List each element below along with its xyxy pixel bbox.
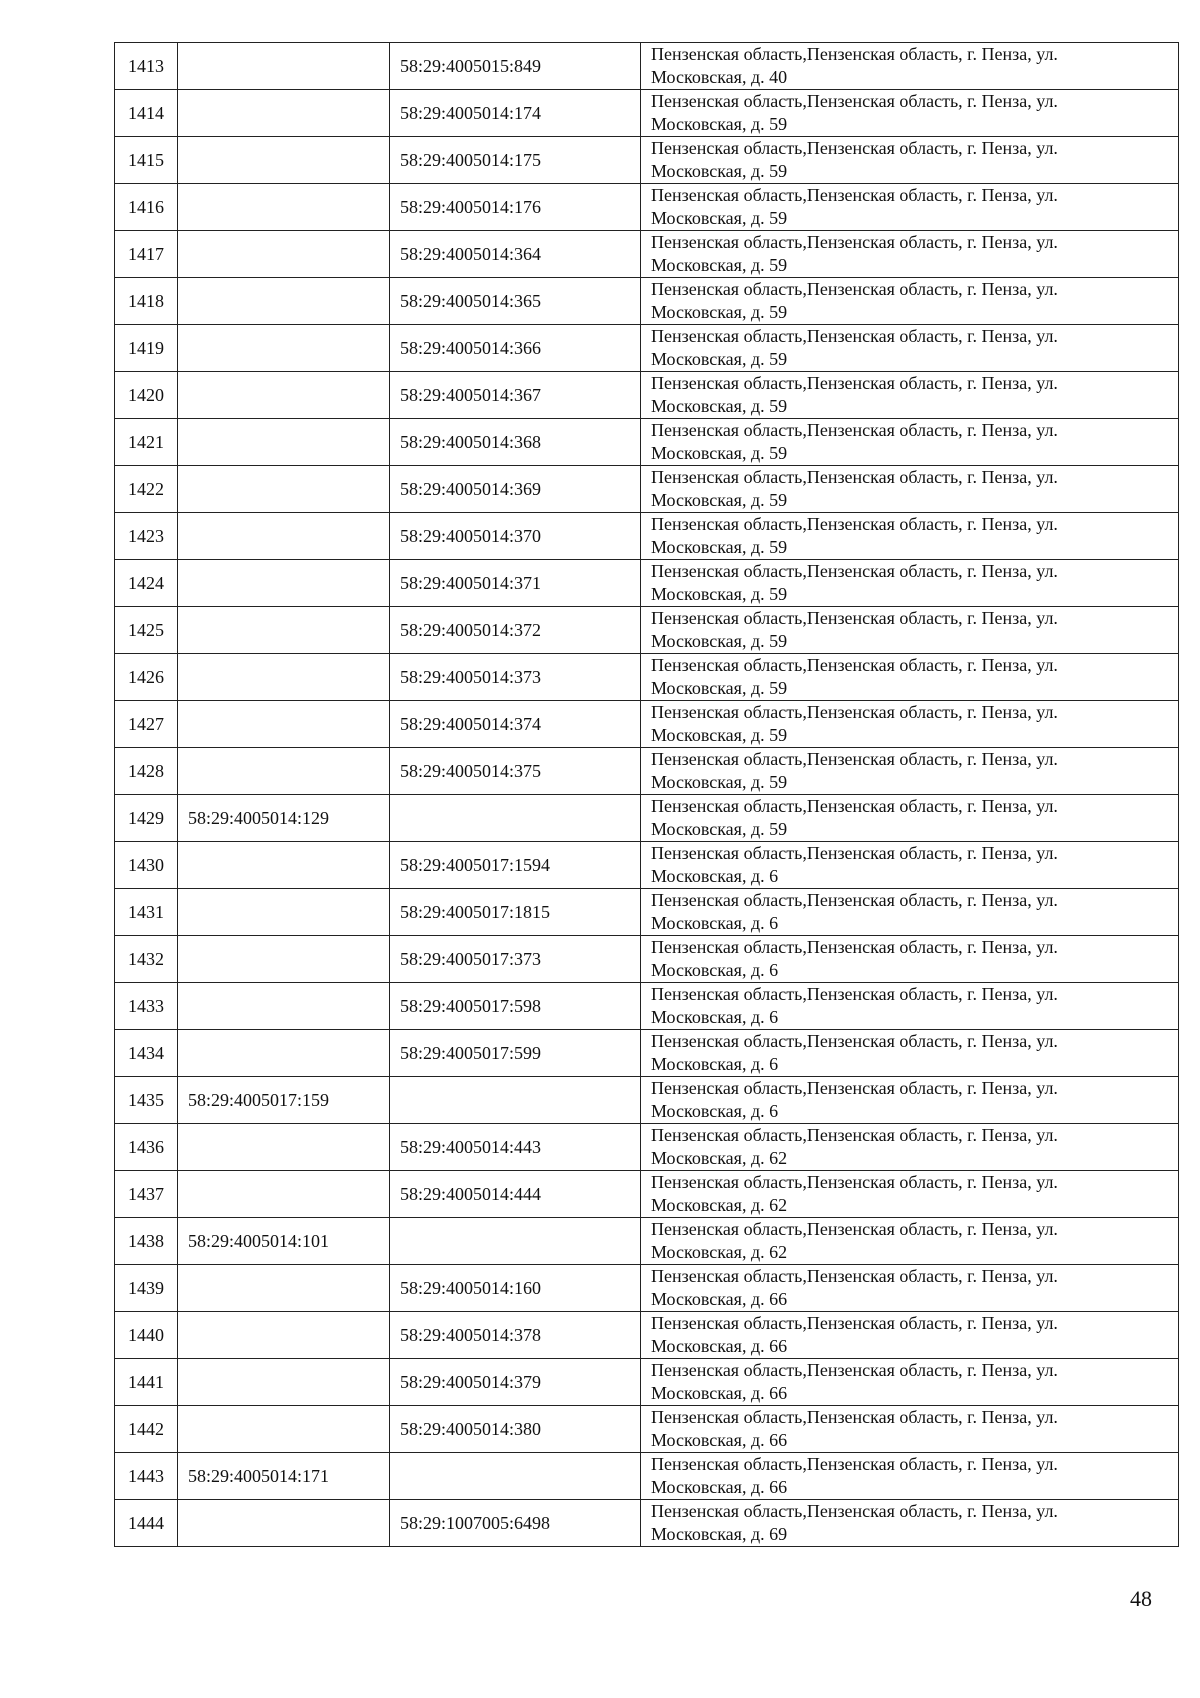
address-line-2: Московская, д. 59 (651, 208, 788, 228)
row-number-cell: 1434 (115, 1030, 178, 1077)
address-line-2: Московская, д. 59 (651, 396, 788, 416)
address-cell (641, 701, 1179, 748)
address-line-1: Пензенская область,Пензенская область, г. Пенза, ул. (651, 1078, 1058, 1098)
building-cadastral-cell: 58:29:4005017:159 (178, 1077, 390, 1124)
address-line-2: Московская, д. 62 (651, 1148, 788, 1168)
room-cadastral-cell: 58:29:4005014:443 (390, 1124, 641, 1171)
address-line-2: Московская, д. 69 (651, 1524, 788, 1544)
building-cadastral-cell (178, 1500, 390, 1547)
row-number-cell: 1419 (115, 325, 178, 372)
address-cell (641, 1171, 1179, 1218)
address-cell (641, 325, 1179, 372)
room-cadastral-cell: 58:29:1007005:6498 (390, 1500, 641, 1547)
address-line-1: Пензенская область,Пензенская область, г. Пенза, ул. (651, 1266, 1058, 1286)
address-cell (641, 90, 1179, 137)
table-row (115, 278, 1179, 325)
row-number-cell: 1427 (115, 701, 178, 748)
row-number-cell: 1435 (115, 1077, 178, 1124)
table-row (115, 137, 1179, 184)
row-number-cell: 1430 (115, 842, 178, 889)
room-cadastral-cell: 58:29:4005014:365 (390, 278, 641, 325)
building-cadastral-cell: 58:29:4005014:129 (178, 795, 390, 842)
table-row (115, 795, 1179, 842)
address-line-2: Московская, д. 62 (651, 1242, 788, 1262)
building-cadastral-cell (178, 560, 390, 607)
address-line-2: Московская, д. 40 (651, 67, 788, 87)
address-line-2: Московская, д. 59 (651, 584, 788, 604)
row-number-cell: 1418 (115, 278, 178, 325)
address-cell (641, 1124, 1179, 1171)
address-cell (641, 1500, 1179, 1547)
table-row (115, 1265, 1179, 1312)
building-cadastral-cell: 58:29:4005014:101 (178, 1218, 390, 1265)
table-row (115, 43, 1179, 90)
row-number-cell: 1424 (115, 560, 178, 607)
address-line-2: Московская, д. 59 (651, 678, 788, 698)
table-row (115, 1171, 1179, 1218)
address-line-1: Пензенская область,Пензенская область, г. Пенза, ул. (651, 1360, 1058, 1380)
address-line-2: Московская, д. 6 (651, 866, 779, 886)
address-line-2: Московская, д. 6 (651, 913, 779, 933)
building-cadastral-cell (178, 419, 390, 466)
room-cadastral-cell: 58:29:4005014:375 (390, 748, 641, 795)
address-line-2: Московская, д. 59 (651, 631, 788, 651)
address-line-2: Московская, д. 66 (651, 1430, 788, 1450)
room-cadastral-cell (390, 1077, 641, 1124)
row-number-cell: 1429 (115, 795, 178, 842)
row-number-cell: 1422 (115, 466, 178, 513)
building-cadastral-cell (178, 466, 390, 513)
address-line-2: Московская, д. 66 (651, 1336, 788, 1356)
building-cadastral-cell (178, 983, 390, 1030)
table-row (115, 90, 1179, 137)
row-number-cell: 1421 (115, 419, 178, 466)
room-cadastral-cell: 58:29:4005014:373 (390, 654, 641, 701)
building-cadastral-cell (178, 889, 390, 936)
table-row (115, 1312, 1179, 1359)
table-row (115, 1359, 1179, 1406)
address-line-1: Пензенская область,Пензенская область, г. Пенза, ул. (651, 796, 1058, 816)
address-line-1: Пензенская область,Пензенская область, г. Пенза, ул. (651, 279, 1058, 299)
row-number-cell: 1431 (115, 889, 178, 936)
address-line-1: Пензенская область,Пензенская область, г. Пенза, ул. (651, 702, 1058, 722)
row-number-cell: 1413 (115, 43, 178, 90)
address-cell (641, 137, 1179, 184)
table-row (115, 372, 1179, 419)
table-row (115, 936, 1179, 983)
address-line-1: Пензенская область,Пензенская область, г. Пенза, ул. (651, 420, 1058, 440)
address-line-2: Московская, д. 59 (651, 819, 788, 839)
row-number-cell: 1423 (115, 513, 178, 560)
building-cadastral-cell (178, 513, 390, 560)
row-number-cell: 1432 (115, 936, 178, 983)
building-cadastral-cell: 58:29:4005014:171 (178, 1453, 390, 1500)
address-cell (641, 1218, 1179, 1265)
address-line-1: Пензенская область,Пензенская область, г. Пенза, ул. (651, 1407, 1058, 1427)
address-line-2: Московская, д. 59 (651, 490, 788, 510)
address-cell (641, 1406, 1179, 1453)
building-cadastral-cell (178, 231, 390, 278)
room-cadastral-cell: 58:29:4005014:174 (390, 90, 641, 137)
page-number: 48 (1130, 1586, 1152, 1611)
address-line-1: Пензенская область,Пензенская область, г. Пенза, ул. (651, 326, 1058, 346)
room-cadastral-cell: 58:29:4005014:369 (390, 466, 641, 513)
building-cadastral-cell (178, 43, 390, 90)
table-row (115, 560, 1179, 607)
address-line-2: Московская, д. 59 (651, 349, 788, 369)
row-number-cell: 1416 (115, 184, 178, 231)
address-cell (641, 1359, 1179, 1406)
table-row (115, 513, 1179, 560)
room-cadastral-cell: 58:29:4005014:379 (390, 1359, 641, 1406)
table-row (115, 1218, 1179, 1265)
row-number-cell: 1439 (115, 1265, 178, 1312)
building-cadastral-cell (178, 184, 390, 231)
room-cadastral-cell: 58:29:4005014:367 (390, 372, 641, 419)
address-cell (641, 1312, 1179, 1359)
row-number-cell: 1417 (115, 231, 178, 278)
row-number-cell: 1415 (115, 137, 178, 184)
room-cadastral-cell (390, 1453, 641, 1500)
row-number-cell: 1442 (115, 1406, 178, 1453)
address-line-1: Пензенская область,Пензенская область, г. Пенза, ул. (651, 1454, 1058, 1474)
address-cell (641, 1077, 1179, 1124)
address-line-1: Пензенская область,Пензенская область, г. Пенза, ул. (651, 1313, 1058, 1333)
address-line-1: Пензенская область,Пензенская область, г. Пенза, ул. (651, 1125, 1058, 1145)
table-row (115, 1453, 1179, 1500)
address-line-2: Московская, д. 6 (651, 1054, 779, 1074)
address-line-1: Пензенская область,Пензенская область, г. Пенза, ул. (651, 843, 1058, 863)
room-cadastral-cell: 58:29:4005017:599 (390, 1030, 641, 1077)
building-cadastral-cell (178, 1030, 390, 1077)
address-line-2: Московская, д. 6 (651, 1101, 779, 1121)
building-cadastral-cell (178, 1312, 390, 1359)
building-cadastral-cell (178, 1406, 390, 1453)
building-cadastral-cell (178, 137, 390, 184)
room-cadastral-cell: 58:29:4005014:366 (390, 325, 641, 372)
address-cell (641, 513, 1179, 560)
building-cadastral-cell (178, 1124, 390, 1171)
address-line-2: Московская, д. 59 (651, 114, 788, 134)
building-cadastral-cell (178, 701, 390, 748)
room-cadastral-cell: 58:29:4005017:373 (390, 936, 641, 983)
building-cadastral-cell (178, 748, 390, 795)
address-line-2: Московская, д. 66 (651, 1289, 788, 1309)
address-cell (641, 889, 1179, 936)
building-cadastral-cell (178, 936, 390, 983)
address-line-1: Пензенская область,Пензенская область, г. Пенза, ул. (651, 373, 1058, 393)
building-cadastral-cell (178, 1359, 390, 1406)
building-cadastral-cell (178, 1171, 390, 1218)
address-line-1: Пензенская область,Пензенская область, г. Пенза, ул. (651, 1501, 1058, 1521)
table-body (115, 43, 1179, 1547)
room-cadastral-cell: 58:29:4005017:598 (390, 983, 641, 1030)
room-cadastral-cell: 58:29:4005014:370 (390, 513, 641, 560)
address-cell (641, 983, 1179, 1030)
row-number-cell: 1436 (115, 1124, 178, 1171)
building-cadastral-cell (178, 1265, 390, 1312)
room-cadastral-cell (390, 1218, 641, 1265)
table-row (115, 701, 1179, 748)
table-row (115, 607, 1179, 654)
table-row (115, 184, 1179, 231)
room-cadastral-cell: 58:29:4005014:160 (390, 1265, 641, 1312)
address-line-1: Пензенская область,Пензенская область, г. Пенза, ул. (651, 1172, 1058, 1192)
address-line-2: Московская, д. 59 (651, 725, 788, 745)
table-row (115, 983, 1179, 1030)
address-cell (641, 654, 1179, 701)
address-line-1: Пензенская область,Пензенская область, г. Пенза, ул. (651, 138, 1058, 158)
address-line-2: Московская, д. 59 (651, 772, 788, 792)
row-number-cell: 1444 (115, 1500, 178, 1547)
building-cadastral-cell (178, 842, 390, 889)
row-number-cell: 1426 (115, 654, 178, 701)
address-cell (641, 795, 1179, 842)
address-cell (641, 1453, 1179, 1500)
property-table (114, 42, 1179, 1547)
table-row (115, 1500, 1179, 1547)
address-line-1: Пензенская область,Пензенская область, г. Пенза, ул. (651, 514, 1058, 534)
address-line-1: Пензенская область,Пензенская область, г. Пенза, ул. (651, 561, 1058, 581)
address-line-1: Пензенская область,Пензенская область, г. Пенза, ул. (651, 185, 1058, 205)
address-line-1: Пензенская область,Пензенская область, г. Пенза, ул. (651, 984, 1058, 1004)
address-cell (641, 1265, 1179, 1312)
address-line-1: Пензенская область,Пензенская область, г. Пенза, ул. (651, 1219, 1058, 1239)
row-number-cell: 1420 (115, 372, 178, 419)
building-cadastral-cell (178, 607, 390, 654)
row-number-cell: 1425 (115, 607, 178, 654)
address-line-1: Пензенская область,Пензенская область, г. Пенза, ул. (651, 937, 1058, 957)
room-cadastral-cell: 58:29:4005017:1594 (390, 842, 641, 889)
address-cell (641, 184, 1179, 231)
address-cell (641, 1030, 1179, 1077)
room-cadastral-cell: 58:29:4005014:368 (390, 419, 641, 466)
address-cell (641, 936, 1179, 983)
building-cadastral-cell (178, 372, 390, 419)
address-line-2: Московская, д. 59 (651, 161, 788, 181)
room-cadastral-cell: 58:29:4005014:176 (390, 184, 641, 231)
address-line-2: Московская, д. 59 (651, 443, 788, 463)
address-line-2: Московская, д. 62 (651, 1195, 788, 1215)
address-cell (641, 560, 1179, 607)
table-row (115, 654, 1179, 701)
address-cell (641, 842, 1179, 889)
address-cell (641, 278, 1179, 325)
table-row (115, 1124, 1179, 1171)
address-line-1: Пензенская область,Пензенская область, г. Пенза, ул. (651, 467, 1058, 487)
address-line-2: Московская, д. 6 (651, 1007, 779, 1027)
table-row (115, 1030, 1179, 1077)
address-cell (641, 43, 1179, 90)
address-line-2: Московская, д. 59 (651, 302, 788, 322)
row-number-cell: 1428 (115, 748, 178, 795)
room-cadastral-cell: 58:29:4005014:374 (390, 701, 641, 748)
table-row (115, 1077, 1179, 1124)
table-row (115, 419, 1179, 466)
row-number-cell: 1414 (115, 90, 178, 137)
room-cadastral-cell: 58:29:4005015:849 (390, 43, 641, 90)
room-cadastral-cell: 58:29:4005014:378 (390, 1312, 641, 1359)
address-line-2: Московская, д. 66 (651, 1383, 788, 1403)
table-row (115, 1406, 1179, 1453)
row-number-cell: 1433 (115, 983, 178, 1030)
table-row (115, 231, 1179, 278)
row-number-cell: 1441 (115, 1359, 178, 1406)
address-cell (641, 748, 1179, 795)
address-line-2: Московская, д. 6 (651, 960, 779, 980)
address-line-1: Пензенская область,Пензенская область, г. Пенза, ул. (651, 655, 1058, 675)
address-cell (641, 419, 1179, 466)
building-cadastral-cell (178, 325, 390, 372)
table-row (115, 325, 1179, 372)
address-line-1: Пензенская область,Пензенская область, г. Пенза, ул. (651, 608, 1058, 628)
address-cell (641, 466, 1179, 513)
room-cadastral-cell: 58:29:4005014:371 (390, 560, 641, 607)
address-line-1: Пензенская область,Пензенская область, г. Пенза, ул. (651, 1031, 1058, 1051)
address-line-1: Пензенская область,Пензенская область, г. Пенза, ул. (651, 890, 1058, 910)
room-cadastral-cell: 58:29:4005014:380 (390, 1406, 641, 1453)
table-row (115, 842, 1179, 889)
room-cadastral-cell: 58:29:4005017:1815 (390, 889, 641, 936)
address-line-2: Московская, д. 59 (651, 255, 788, 275)
address-cell (641, 372, 1179, 419)
address-line-1: Пензенская область,Пензенская область, г. Пенза, ул. (651, 232, 1058, 252)
building-cadastral-cell (178, 90, 390, 137)
room-cadastral-cell: 58:29:4005014:372 (390, 607, 641, 654)
room-cadastral-cell (390, 795, 641, 842)
row-number-cell: 1440 (115, 1312, 178, 1359)
table-row (115, 466, 1179, 513)
room-cadastral-cell: 58:29:4005014:364 (390, 231, 641, 278)
address-line-2: Московская, д. 59 (651, 537, 788, 557)
building-cadastral-cell (178, 278, 390, 325)
row-number-cell: 1438 (115, 1218, 178, 1265)
table-row (115, 748, 1179, 795)
row-number-cell: 1443 (115, 1453, 178, 1500)
address-line-1: Пензенская область,Пензенская область, г. Пенза, ул. (651, 749, 1058, 769)
address-cell (641, 231, 1179, 278)
row-number-cell: 1437 (115, 1171, 178, 1218)
building-cadastral-cell (178, 654, 390, 701)
table-row (115, 889, 1179, 936)
address-line-2: Московская, д. 66 (651, 1477, 788, 1497)
room-cadastral-cell: 58:29:4005014:444 (390, 1171, 641, 1218)
address-line-1: Пензенская область,Пензенская область, г. Пенза, ул. (651, 44, 1058, 64)
room-cadastral-cell: 58:29:4005014:175 (390, 137, 641, 184)
address-cell (641, 607, 1179, 654)
address-line-1: Пензенская область,Пензенская область, г. Пенза, ул. (651, 91, 1058, 111)
